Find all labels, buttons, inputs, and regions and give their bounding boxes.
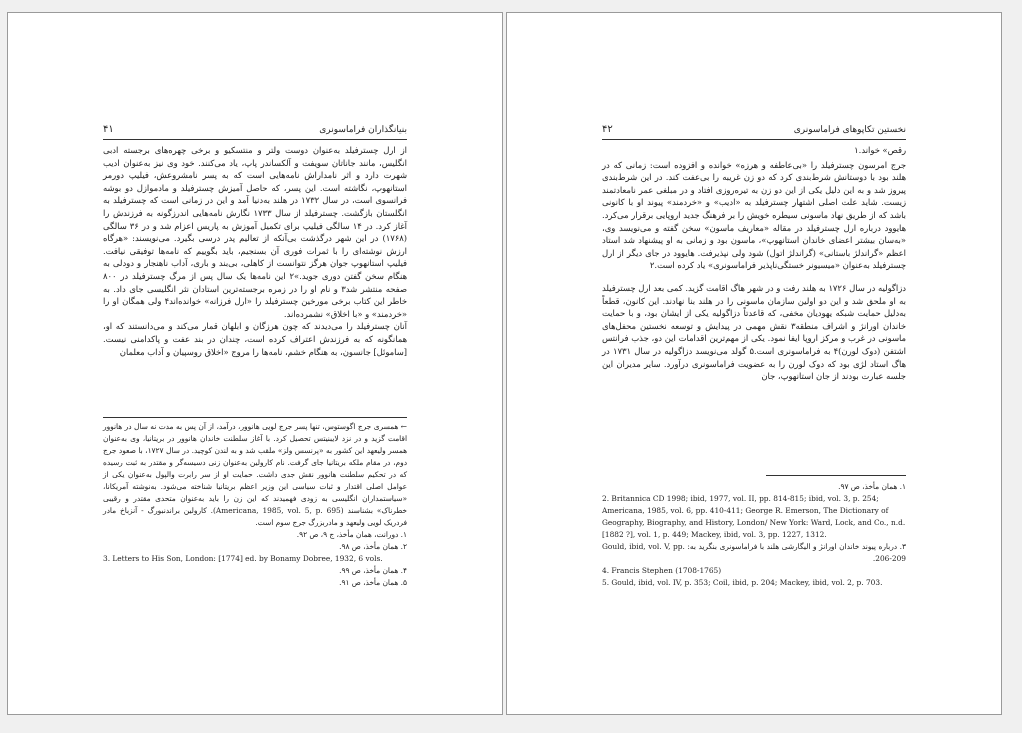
left-footnote-continued: ← همسری جرج اگوستوس، تنها پسر جرج لویی هانوور، درآمد، از آن پس به مدت نه سال در هانوور اقامت گزید و در نزد لایبنیتس تحصیل کرد. با آغاز سلطنت خاندان هانوور در بریتانیا، وی به‌عنوان همسر ولیعهد این کشور به «پرنسس ولز» ملقب شد و به لندن کوچید. در سال ۱۷۲۷، با صعود جرج دوم، در مقام ملکه بریتانیا جای گرفت. نام کارولین به‌عنوان زنی دسیسه‌گر و مقتدر به ثبت رسیده که در تحکیم سلطنت هانوور نقش جدی داشت. حمایت او از سر رابرت والپول به‌عنوان یکی از عوامل اصلی اقتدار و ثبات سیاسی این وزیر اعظم بریتانیا شناخته می‌شود. به‌نوشته آمریکانا، «سیاستمداران انگلیسی به زودی فهمیدند که این زن را باید به‌عنوان متحدی مقتدر و رقیبی خطرناک» بشناسند (Americana, 1985, vol. 5, p. 695). کارولین براندنبورگ - آنزباخ مادر فردریک لویی ولیعهد و مادربزرگ جرج سوم است. (103, 422, 407, 527)
left-body-text (103, 144, 407, 358)
left-footnote-4: ۴. همان مأخذ، ص ۹۹. (339, 566, 407, 575)
left-footnote-5: ۵. همان مأخذ، ص ۹۱. (339, 578, 407, 587)
right-footnote-5: 5. Gould, ibid, vol. IV, p. 353; Coil, ibid, p. 204; Mackey, ibid, vol. 2, p. 703. (602, 578, 883, 587)
right-footnote-4: 4. Francis Stephen (1708-1765) (602, 566, 722, 575)
left-footnote-rule (103, 417, 407, 418)
right-footnote-1: ۱. همان مأخذ، ص ۹۷. (838, 482, 906, 491)
right-footnote-rule (766, 475, 906, 476)
left-paragraph-2: آنان چسترفیلد را می‌دیدند که چون هرزگان و ابلهان قمار می‌کند و می‌دانستند که او، همانگونه که به فرزندش اعتراف کرده است، چندان در بند عفت و پاکدامنی نیست. [ساموئل] جانسون، به هنگام خشم، نامه‌ها را مروج «اخلاق روسپیان و آداب معلمان (103, 321, 407, 357)
right-page (506, 12, 1002, 715)
left-header-title: بنیانگذاران فراماسونری (319, 125, 407, 135)
right-page-number: ۴۲ (602, 124, 613, 135)
right-opening-line: رقص» خواند.۱ (854, 145, 906, 155)
left-page-number: ۴۱ (103, 124, 114, 135)
left-paragraph-1: از ارل چسترفیلد به‌عنوان دوست ولتر و منتسکیو و برخی چهره‌های برجسته ادبی انگلیس، مانند جاناتان سویفت و آلکساندر پاپ، یاد می‌کنند. خود وی نیز به‌عنوان ادیب شهرت دارد و اثر نامداراش نامه‌هایی است که به پسر نامشروعش، فیلیپ دورمر استانهوپ، نگاشته است. این پسر، که حاصل آمیزش چسترفیلد و مادموازل دو بوشه فرانسوی است، در سال ۱۷۳۲ در هلند به‌دنیا آمد و این در زمانی است که چسترفیلد به انگلستان بازگشت. چسترفیلد از سال ۱۷۳۳ نگارش نامه‌هایی اندرزگونه به فرزندش را آغاز کرد. در ۱۴ سالگی فیلیپ برای تکمیل آموزش به پاریس اعزام شد و در ۳۶ سالگی (۱۷۶۸) در این شهر درگذشت بی‌آنکه از تعالیم پدر درسی بگیرد. می‌نویسند: «هرگاه ارزش نوشته‌ای را با ثمرات فوری آن بسنجیم، باید بگوییم که نامه‌ها توفیقی نیافت. فیلیپ استانهوپ جوان هرگز نتوانست از کاهلی، بی‌بند و باری، آداب ناهنجار و دودلی به هنگام سخن گفتن دوری جوید.»۲ این نامه‌ها یک سال پس از مرگ چسترفیلد در ۸۰۰ صفحه منتشر شد۳ و نام او را در زمره برجسته‌ترین استادان نثر انگلیسی جای داد. به خاطر این کتاب برخی مورخین چسترفیلد را «ارل فرزانه» خوانده‌اند۴ ولی همگان او را «خردمند» و «با اخلاق» نشمرده‌اند. (103, 145, 408, 319)
right-page-header (602, 125, 906, 140)
right-paragraph-1: جرج امرسون چسترفیلد را «بی‌عاطفه و هرزه» خوانده و افزوده است: زمانی که در هلند بود با دوستانش شرط‌بندی کرد که دو زن غریبه را بی‌عفت کند. در این شرط‌بندی پیروز شد و به این دلیل یکی از این دو زن به تیره‌روزی افتاد و در مبلغی عمر نامعادتمند زیست. شاید علت اصلی اشتهار چسترفیلد به «ادیب» و «خردمند» پیوند او با کانونی باشد که از طریق نهاد ماسونی سیطره خویش را بر فرهنگ جدید اروپایی برقرار می‌کرد. هایوود درباره ارل چسترفیلد در مقاله «معاریف ماسون» سخن گفته و می‌نویسد وی، «به‌سان بیشتر اعضای خاندان استانهوپ»، ماسون بود و زمانی به او پیشنهاد شد استاد اعظم «گراندلژ باستانی» (گراندلژ اتول) شود ولی نپذیرفت. هایوود در جای دیگر از ارل چسترفیلد به‌عنوان «میسیونر خستگی‌ناپذیر فراماسونری» یاد کرده است.۲ (602, 159, 906, 271)
right-header-title: نخستین تکاپوهای فراماسونری (793, 125, 906, 135)
right-footnote-3: ۳. درباره پیوند خاندان اورانژ و الیگارشی هلند با فراماسونری بنگرید به: Gould, ibid, vol. V, pp. 206-209. (602, 542, 906, 563)
left-page (7, 12, 503, 715)
left-footnote-1: ۱. دورانت، همان مأخذ، ج ۹، ص ۹۲. (296, 530, 407, 539)
left-footnote-2: ۲. همان مأخذ، ص ۹۸. (339, 542, 407, 551)
left-footnote-3: 3. Letters to His Son, London: [1774] ed. by Bonamy Dobree, 1932, 6 vols. (103, 554, 383, 563)
left-footnotes (103, 421, 407, 589)
right-footnotes (602, 481, 906, 589)
right-paragraph-2: دزاگولیه در سال ۱۷۲۶ به هلند رفت و در شهر هاگ اقامت گزید. کمی بعد ارل چسترفیلد به او ملحق شد و این دو اولین سازمان ماسونی را در هلند بنا نهادند. این کانون، قطعاً به‌دلیل حمایت شبکه یهودیان مخفی، که قاعدتاً دزاگولیه یکی از ایشان بود، و با حمایت خاندان اورانژ و اشراف منطقه۳ نقش مهمی در پیدایش و توسعه نخستین محفل‌های ماسونی در غرب و مرکز اروپا ایفا نمود. یکی از مهم‌ترین اقدامات این دو، جذب فرانتس اشتفن (دوک لورن)۴ به فراماسونری است.۵ گولد می‌نویسد دزاگولیه در سال ۱۷۳۱ در هاگ استاد لژی بود که دوک لورن را به عضویت فراماسونری درآورد. سایر مدیران این جلسه عبارت بودند از جان استانهوپ، جان (602, 282, 907, 382)
right-footnote-2: 2. Britannica CD 1998; ibid, 1977, vol. II, pp. 814-815; ibid, vol. 3, p. 254; Americana, 1985, vol. 6, pp. 410-411; George R. Emerson, The Dictionary of Geography, Biography, and History, London/ New York: Ward, Lock, and Co., n.d. [1882 ?], vol. 1, p. 449; Mackey, ibid, vol. 3, pp. 1227, 1312. (602, 494, 906, 539)
left-page-header (103, 125, 407, 140)
right-body-text (602, 144, 906, 383)
